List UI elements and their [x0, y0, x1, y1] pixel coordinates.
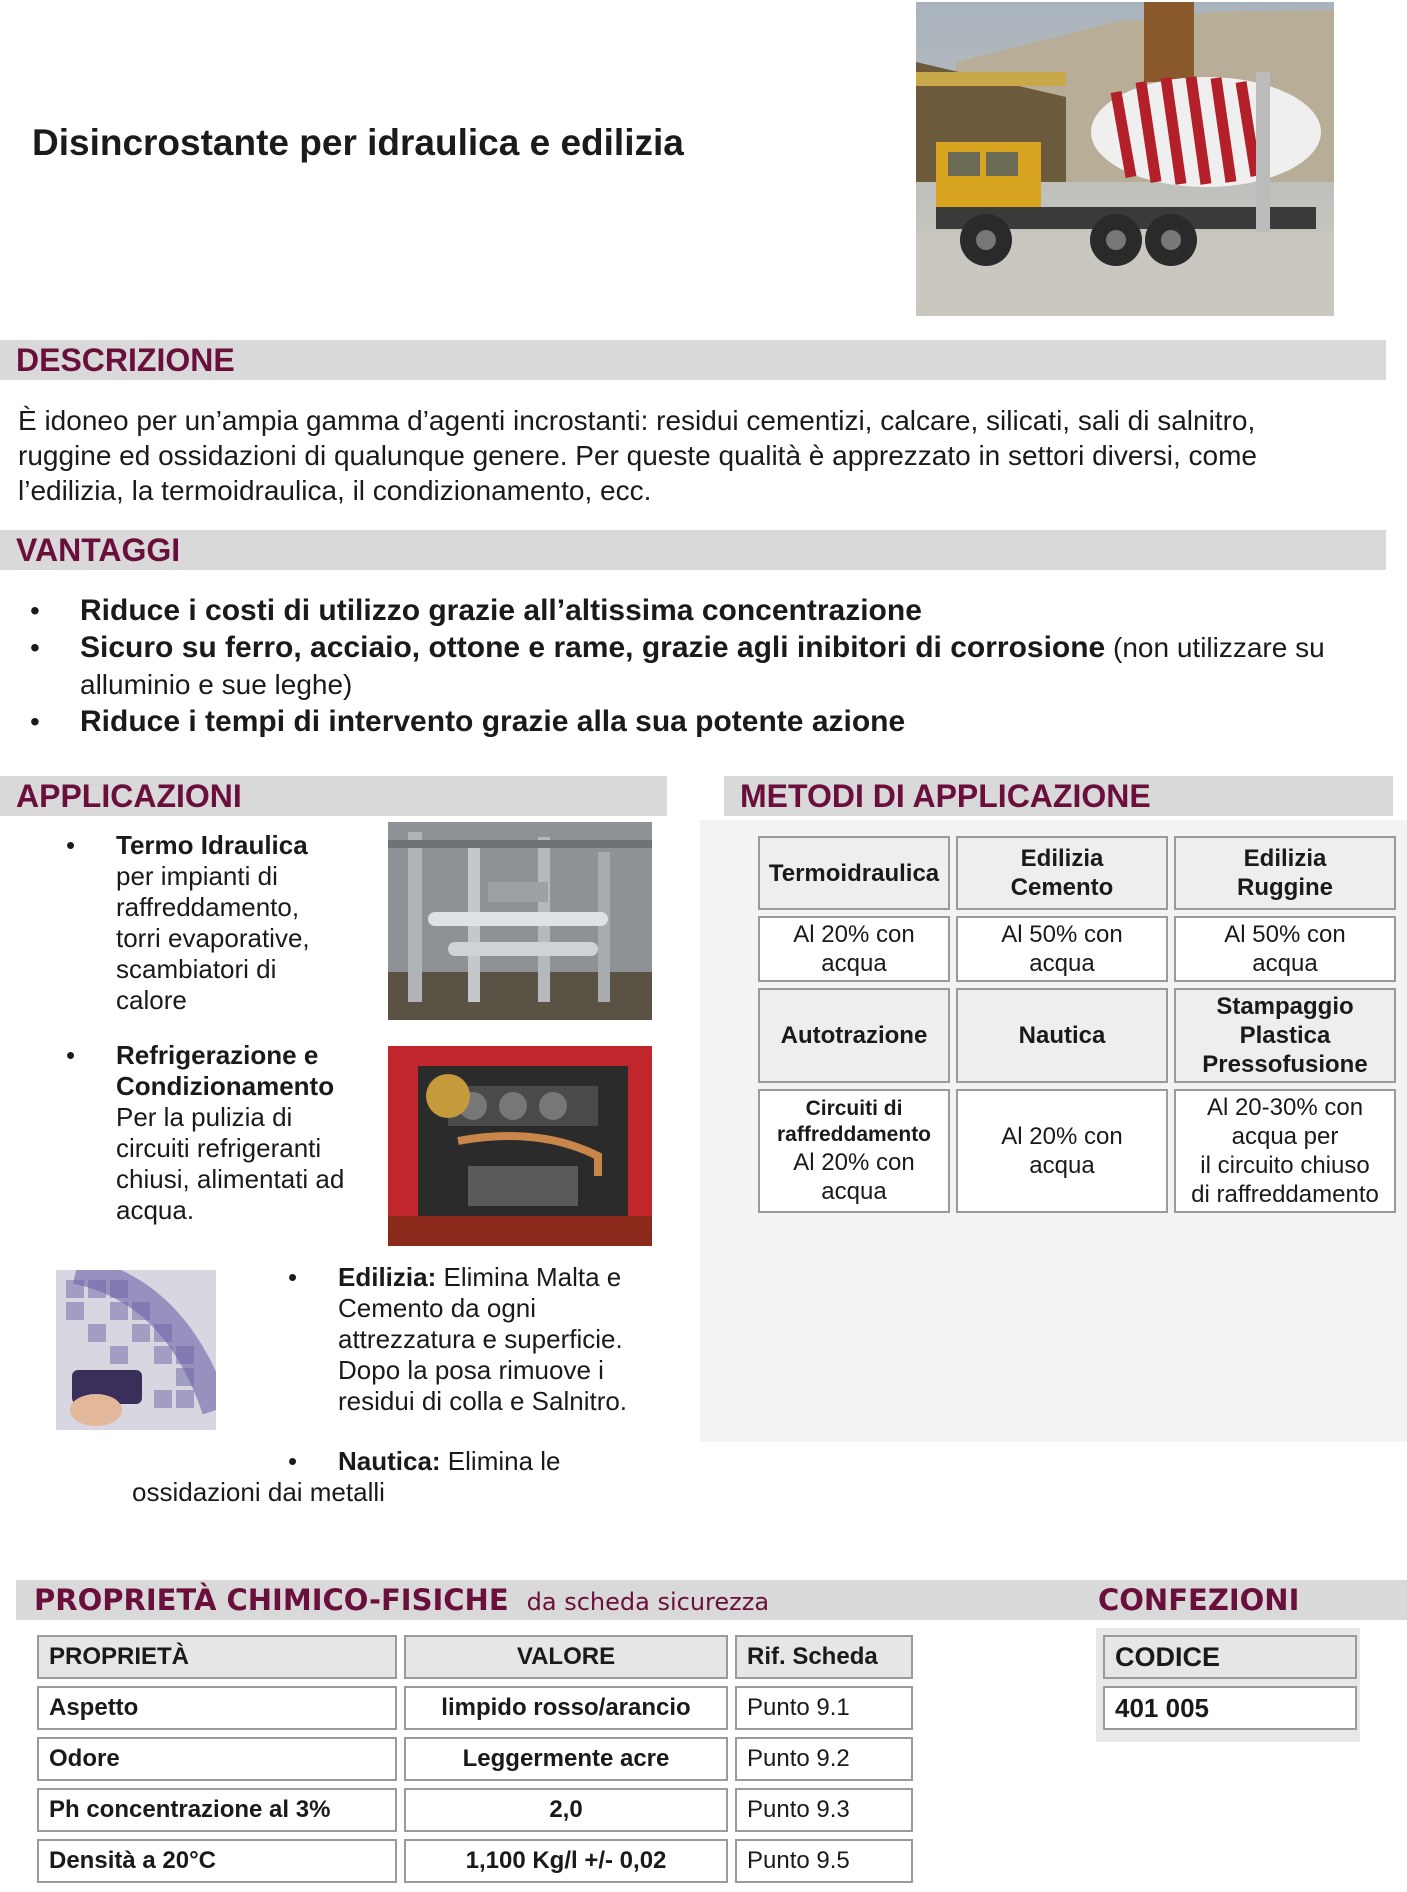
table-cell: Edilizia Ruggine: [1174, 836, 1396, 910]
methods-table: [752, 830, 1402, 1219]
table-row: Ph concentrazione al 3% 2,0 Punto 9.3: [37, 1788, 913, 1832]
description-line: ruggine ed ossidazioni di qualunque genere. Per queste qualità è apprezzato in settori diversi, come: [18, 440, 1257, 471]
table-cell: Al 50% con acqua: [1174, 916, 1396, 982]
packaging-table: [1096, 1628, 1364, 1737]
application-refrigerazione: • Refrigerazione e Condizionamento Per la pulizia di circuiti refrigeranti chiusi, alimentati ad acqua.: [66, 1040, 345, 1225]
properties-table: [30, 1628, 920, 1890]
description-line: l’edilizia, la termoidraulica, il condizionamento, ecc.: [18, 475, 652, 506]
table-header: PROPRIETÀ: [37, 1635, 397, 1679]
page-title: Disincrostante per idraulica e edilizia: [32, 122, 684, 163]
table-cell: Edilizia Cemento: [956, 836, 1168, 910]
list-item: • Riduce i tempi di intervento grazie alla sua potente azione: [0, 703, 1380, 740]
table-header: CODICE: [1103, 1635, 1357, 1679]
concrete-mixer-truck-photo: [916, 2, 1334, 316]
section-header-confezioni: CONFEZIONI: [1098, 1583, 1300, 1617]
table-row: 401 005: [1103, 1686, 1357, 1730]
section-header-vantaggi: VANTAGGI: [0, 530, 1386, 570]
section-header-applicazioni: APPLICAZIONI: [0, 776, 667, 816]
section-header-descrizione: DESCRIZIONE: [0, 340, 1386, 380]
table-row: Aspetto limpido rosso/arancio Punto 9.1: [37, 1686, 913, 1730]
table-cell: Autotrazione: [758, 988, 950, 1083]
table-cell: Al 50% con acqua: [956, 916, 1168, 982]
table-header: VALORE: [404, 1635, 728, 1679]
bullet-icon: •: [288, 1446, 298, 1476]
tile-grouting-photo: [56, 1270, 216, 1430]
application-edilizia: • Edilizia: Elimina Malta e Cemento da ogni attrezzatura e superficie. Dopo la posa rimuove i residui di colla e Salnitro.: [288, 1262, 628, 1416]
nautica-continuation: ossidazioni dai metalli: [132, 1477, 385, 1507]
section-header-metodi: METODI DI APPLICAZIONE: [724, 776, 1393, 816]
bullet-icon: •: [66, 1040, 76, 1070]
table-cell: Circuiti di raffreddamento Al 20% con acqua: [758, 1089, 950, 1213]
table-cell: Al 20-30% con acqua per il circuito chiuso di raffreddamento: [1174, 1089, 1396, 1213]
table-row: Odore Leggermente acre Punto 9.2: [37, 1737, 913, 1781]
application-termo: • Termo Idraulica per impianti di raffreddamento, torri evaporative, scambiatori di calore: [66, 830, 310, 1015]
refrigeration-unit-photo: [388, 1046, 652, 1246]
bullet-icon: •: [288, 1262, 298, 1292]
section-header-proprieta: PROPRIETÀ CHIMICO-FISICHE da scheda sicurezza: [16, 1580, 1407, 1620]
table-cell: Al 20% con acqua: [758, 916, 950, 982]
table-cell: Termoidraulica: [758, 836, 950, 910]
table-cell: Al 20% con acqua: [956, 1089, 1168, 1213]
table-header: Rif. Scheda: [735, 1635, 913, 1679]
plumbing-plant-photo: [388, 822, 652, 1020]
list-item: • Riduce i costi di utilizzo grazie all’altissima concentrazione: [0, 592, 1380, 629]
table-row: Densità a 20°C 1,100 Kg/l +/- 0,02 Punto 9.5: [37, 1839, 913, 1883]
advantages-list: [0, 592, 1380, 740]
application-nautica: • Nautica: Elimina le: [288, 1446, 561, 1476]
bullet-icon: •: [66, 830, 76, 860]
description-text: [18, 403, 1398, 508]
table-cell: Nautica: [956, 988, 1168, 1083]
table-cell: Stampaggio Plastica Pressofusione: [1174, 988, 1396, 1083]
list-item: • Sicuro su ferro, acciaio, ottone e rame, grazie agli inibitori di corrosione (non utilizzare su alluminio e sue leghe): [0, 629, 1380, 703]
description-line: È idoneo per un’ampia gamma d’agenti incrostanti: residui cementizi, calcare, silicati, sali di salnitro,: [18, 405, 1256, 436]
